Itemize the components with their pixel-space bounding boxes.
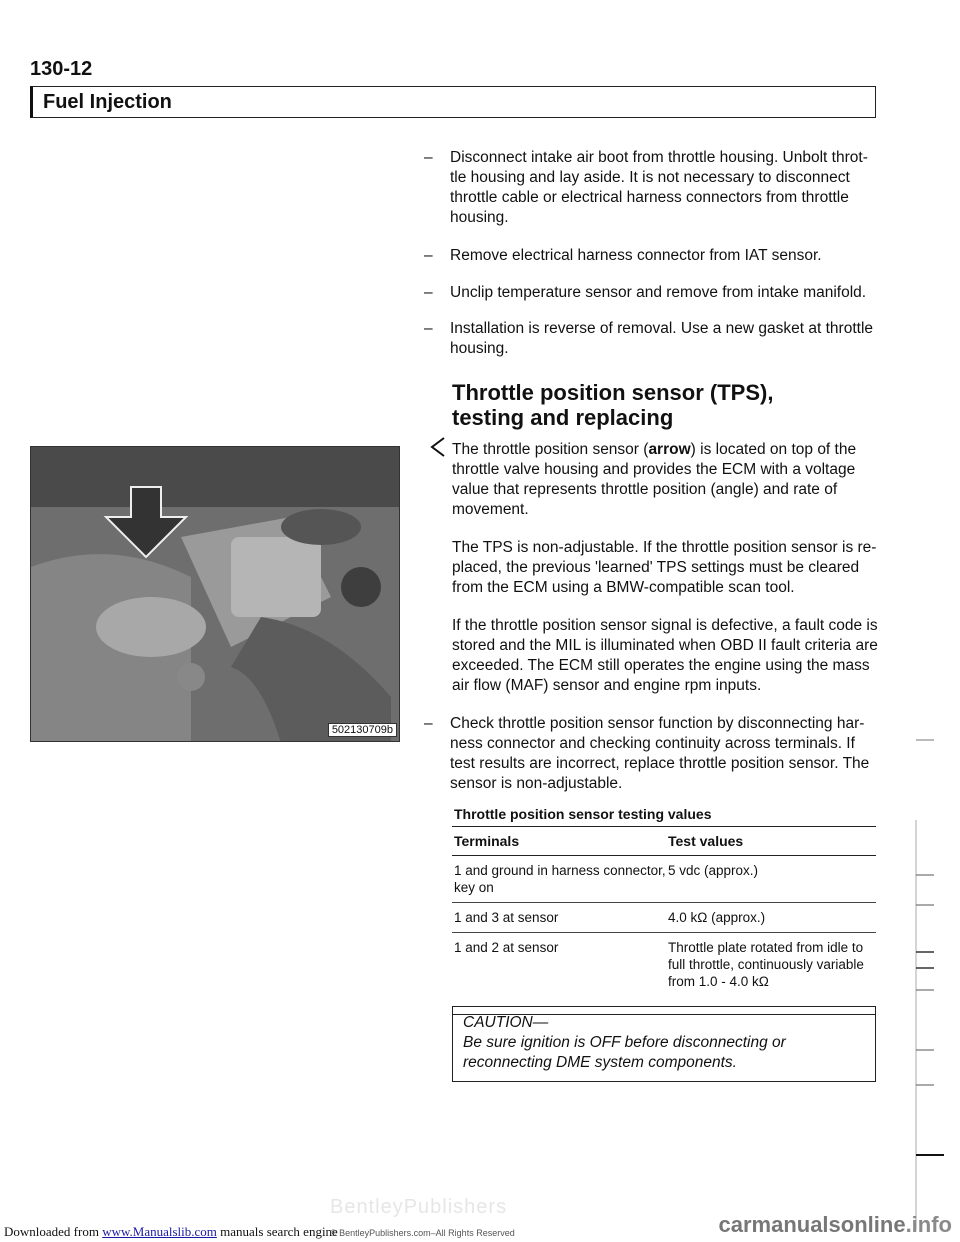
table-header-terminals: Terminals — [454, 833, 520, 849]
dash-icon: – — [424, 247, 433, 264]
table-cell: 4.0 kΩ (approx.) — [668, 910, 766, 925]
table-row — [452, 856, 876, 903]
tps-adjust-paragraph — [452, 538, 878, 598]
engine-illustration — [31, 447, 400, 742]
arrow-left-icon — [428, 436, 448, 458]
tps-fault-paragraph — [452, 616, 878, 696]
caution-text: Be sure ignition is OFF before disconnecting or reconnecting DME system components. — [463, 1034, 786, 1071]
step-text: Unclip temperature sensor and remove from intake manifold. — [450, 284, 867, 301]
table-cell: 1 and ground in harness connector, key on — [454, 863, 666, 895]
table-title: Throttle position sensor testing values — [454, 806, 712, 822]
table-header-row — [452, 827, 876, 856]
paragraph-text: The TPS is non-adjustable. If the throttle position sensor is re-placed, the previous 'learned' TPS settings must be cleared from the ECM using a BMW-compatible scan tool. — [452, 539, 877, 596]
step-disconnect — [424, 148, 878, 228]
heading-line-2: testing and replacing — [452, 405, 674, 430]
p1-bold: arrow — [648, 441, 691, 458]
carmanualsonline-brand — [718, 1212, 952, 1238]
caution-title: CAUTION— — [463, 1014, 549, 1031]
photo-id-label: 502130709b — [328, 723, 397, 737]
footer-prefix: Downloaded from — [4, 1224, 103, 1239]
engine-photo — [30, 446, 400, 742]
p1-after: ) is located on top of the throttle valve housing and provides the ECM with a voltage value that represents throttle position (angle) and rate of movement. — [452, 441, 857, 518]
step-text: Remove electrical harness connector from IAT sensor. — [450, 247, 822, 264]
margin-registration-marks — [900, 0, 960, 1242]
caution-box — [452, 1006, 876, 1082]
copyright-text: © BentleyPublishers.com–All Rights Reserved — [330, 1228, 515, 1238]
dash-icon: – — [424, 320, 433, 337]
table-row — [452, 903, 876, 933]
tps-location-paragraph — [452, 440, 878, 520]
heading-line-1: Throttle position sensor (TPS), — [452, 380, 774, 405]
section-heading — [452, 380, 773, 430]
dash-icon: – — [424, 715, 433, 732]
dash-icon: – — [424, 284, 433, 301]
download-footer — [4, 1224, 338, 1240]
watermark: BentleyPublishers — [330, 1196, 508, 1218]
step-unclip-sensor — [424, 283, 878, 303]
step-text: Check throttle position sensor function by disconnecting har-ness connector and checking continuity across terminals. If test results are incorrect, replace throttle position sensor. The sensor is non-adjustable. — [450, 715, 870, 792]
step-remove-connector — [424, 246, 878, 266]
page-number: 130-12 — [30, 58, 93, 80]
table-cell: Throttle plate rotated from idle to full throttle, continuously variable from 1.0 - 4.0 kΩ — [668, 940, 864, 989]
section-title: Fuel Injection — [43, 91, 172, 113]
step-text: Disconnect intake air boot from throttle housing. Unbolt throt-tle housing and lay aside. It is not necessary to disconnect throttle cable or electrical harness connectors from throttle housing. — [450, 149, 868, 226]
manualslib-link[interactable]: www.Manualslib.com — [102, 1224, 217, 1239]
step-text: Installation is reverse of removal. Use a new gasket at throttle housing. — [450, 320, 874, 357]
table-cell: 5 vdc (approx.) — [668, 863, 759, 878]
dash-icon: – — [424, 149, 433, 166]
table-cell: 1 and 2 at sensor — [454, 940, 559, 955]
footer-suffix: manuals search engine — [216, 1224, 338, 1239]
brand-domain: .info — [905, 1212, 952, 1237]
table-cell: 1 and 3 at sensor — [454, 910, 559, 925]
p1-before: The throttle position sensor ( — [452, 441, 649, 458]
section-header — [30, 86, 876, 118]
brand-name: carmanualsonline — [718, 1212, 906, 1237]
table-header-test-values: Test values — [668, 833, 744, 849]
step-installation — [424, 319, 878, 359]
table-row — [452, 933, 876, 996]
paragraph-text: If the throttle position sensor signal is defective, a fault code is stored and the MIL is illuminated when OBD II fault criteria are exceeded. The ECM still operates the engine using the mass air flow (MAF) sensor and engine rpm inputs. — [452, 617, 878, 694]
tps-testing-table — [452, 826, 876, 1015]
step-check-tps — [424, 714, 878, 794]
